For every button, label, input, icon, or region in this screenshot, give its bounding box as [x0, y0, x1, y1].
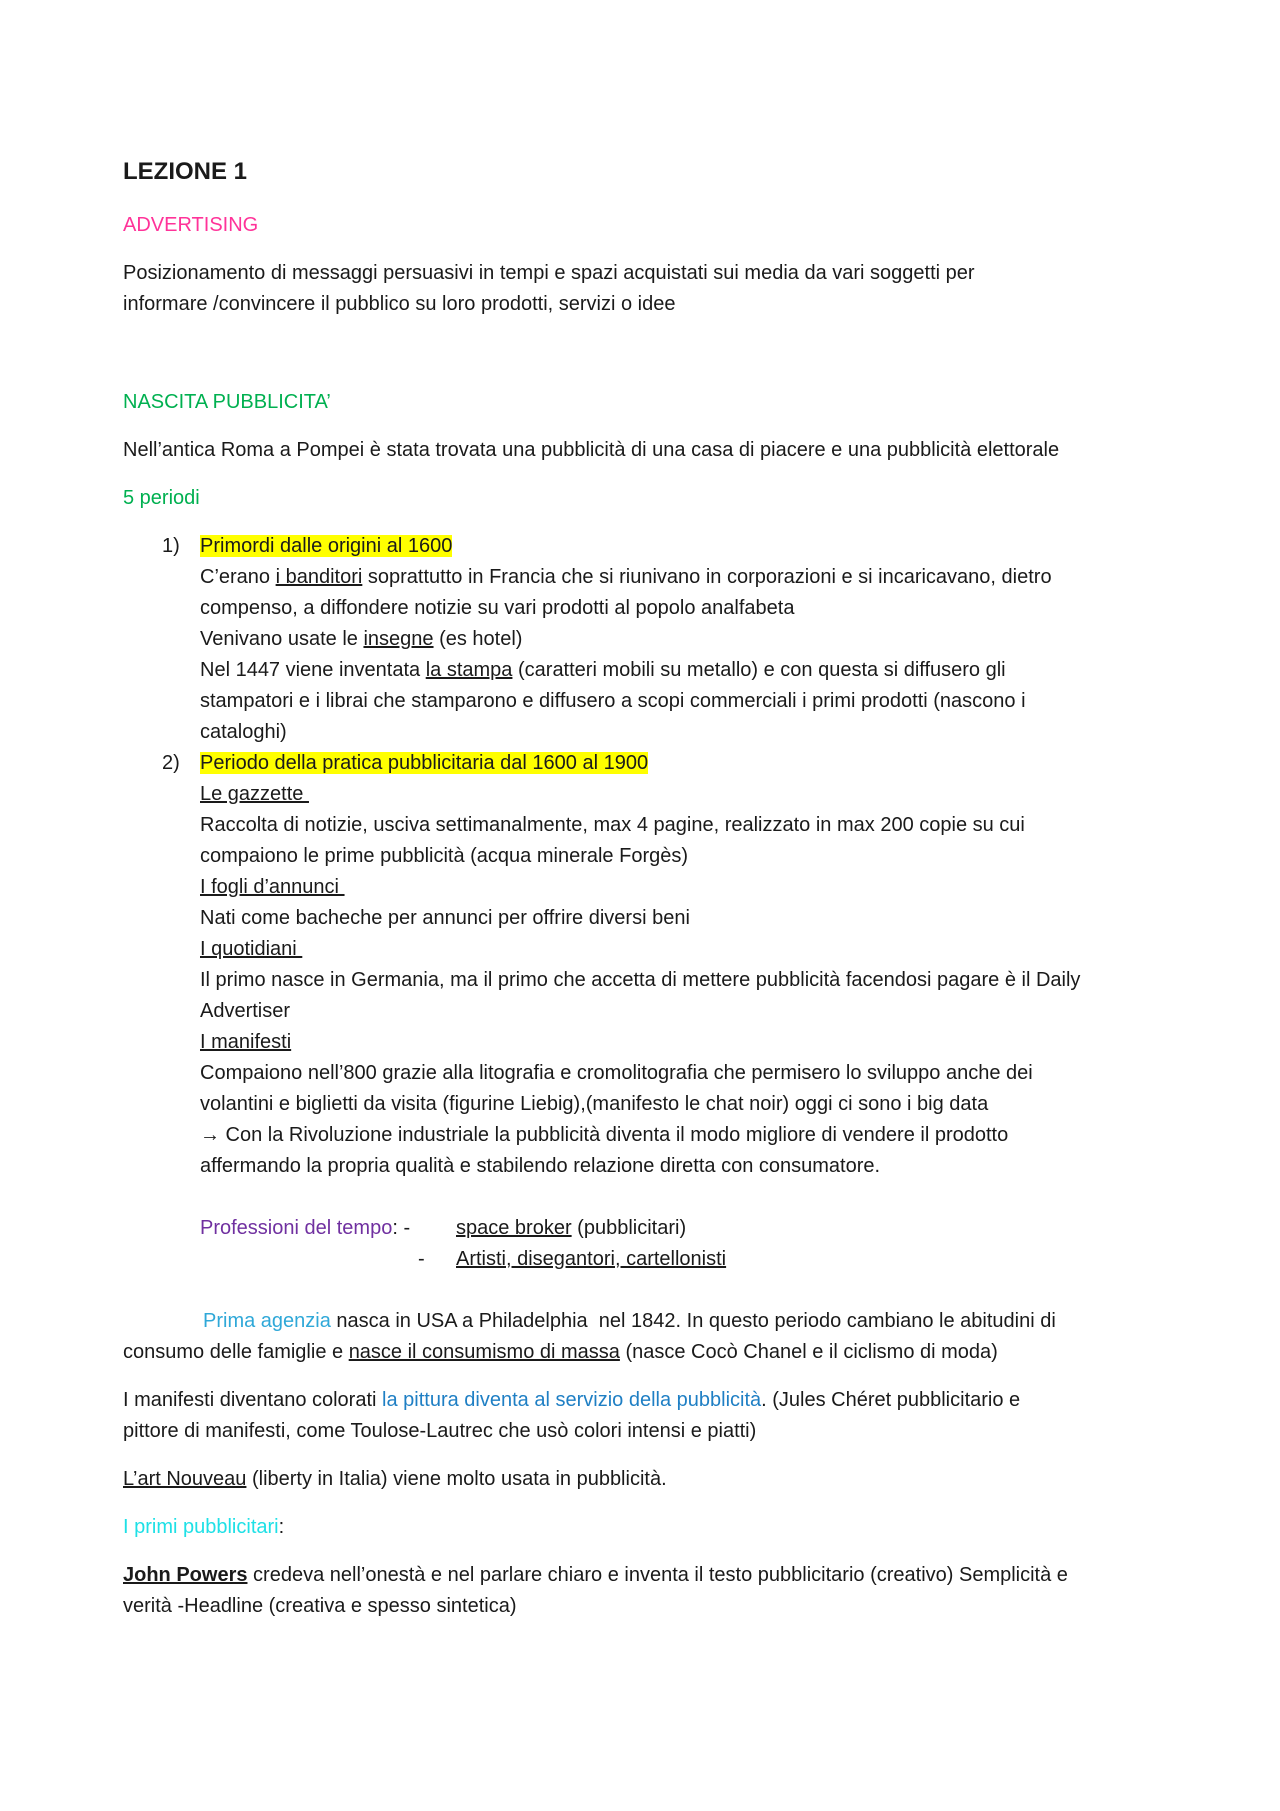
quotidiani-heading-line	[200, 934, 1180, 965]
manifesti-line-4: affermando la propria qualità e stabilendo relazione diretta con consumatore.	[200, 1155, 881, 1177]
advertising-heading: ADVERTISING	[123, 214, 259, 236]
period-1-line-3: Venivano usate le insegne (es hotel)	[200, 628, 523, 650]
period-1-line-5: stampatori e i librai che stamparono e diffusero a scopi commerciali i primi prodotti (nascono i	[200, 690, 1026, 712]
professioni-item-2: Artisti, disegantori, cartellonisti	[456, 1248, 727, 1270]
period-1-line-4: Nel 1447 viene inventata la stampa (caratteri mobili su metallo) e con questa si diffusero gli	[200, 659, 1006, 681]
fogli-heading: I fogli d’annunci	[200, 876, 345, 898]
gazzette-heading: Le gazzette	[200, 783, 309, 805]
period-1-line-1: C’erano i banditori soprattutto in Francia che si riunivano in corporazioni e si incaricavano, dietro	[200, 566, 1052, 588]
nascita-text: Nell’antica Roma a Pompei è stata trovata una pubblicità di una casa di piacere e una pubblicità elettorale	[123, 439, 1060, 461]
insegne-term: insegne	[363, 628, 434, 650]
prima-agenzia-label: Prima agenzia	[203, 1310, 331, 1332]
manifesti-heading-line	[200, 1027, 1180, 1058]
page-title: LEZIONE 1	[123, 158, 248, 185]
manifesti-line-3: → Con la Rivoluzione industriale la pubblicità diventa il modo migliore di vendere il prodotto	[200, 1124, 1009, 1146]
quotidiani-line-2: Advertiser	[200, 1000, 291, 1022]
stampa-term: la stampa	[425, 659, 513, 681]
nascita-heading: NASCITA PUBBLICITA’	[123, 391, 331, 413]
fogli-line-1: Nati come bacheche per annunci per offrire diversi beni	[200, 907, 690, 929]
professioni-label: Professioni del tempo	[200, 1217, 393, 1239]
primi-pubblicitari-heading: I primi pubblicitari:	[123, 1516, 285, 1538]
period-2-title: Periodo della pratica pubblicitaria dal 1600 al 1900	[200, 752, 649, 774]
professioni-dash-2: -	[418, 1248, 425, 1270]
period-1-line-2: compenso, a diffondere notizie su vari prodotti al popolo analfabeta	[200, 597, 795, 619]
quotidiani-line-1: Il primo nasce in Germania, ma il primo che accetta di mettere pubblicità facendosi pagare è il Daily	[200, 969, 1081, 991]
agenzia-line-2: consumo delle famiglie e nasce il consumismo di massa (nasce Cocò Chanel e il ciclismo di moda)	[123, 1341, 998, 1363]
period-1-title: Primordi dalle origini al 1600	[200, 535, 453, 557]
manifesti-line-1: Compaiono nell’800 grazie alla litografia e cromolitografia che permisero lo sviluppo anche dei	[200, 1062, 1033, 1084]
advertising-line-1: Posizionamento di messaggi persuasivi in tempi e spazi acquistati sui media da vari soggetti per	[123, 262, 975, 284]
colorati-line-1: I manifesti diventano colorati la pittura diventa al servizio della pubblicità. (Jules Chéret pubblicitario e	[123, 1389, 1021, 1411]
list-number-1: 1)	[162, 535, 180, 557]
art-nouveau-line: L’art Nouveau (liberty in Italia) viene molto usata in pubblicità.	[123, 1468, 667, 1490]
professioni-item-1: space broker (pubblicitari)	[456, 1217, 687, 1239]
fogli-heading-line	[200, 872, 1180, 903]
professioni-line-1: Professioni del tempo: -	[200, 1217, 411, 1239]
period-2-title-line	[200, 748, 1180, 779]
manifesti-line-2: volantini e biglietti da visita (figurine Liebig),(manifesto le chat noir) oggi ci sono i big data	[200, 1093, 989, 1115]
period-1-title-line	[200, 531, 1180, 562]
powers-line-1: John Powers credeva nell’onestà e nel parlare chiaro e inventa il testo pubblicitario (creativo) Semplicità e	[123, 1564, 1068, 1586]
quotidiani-heading: I quotidiani	[200, 938, 303, 960]
periodi-heading: 5 periodi	[123, 487, 200, 509]
pittura-highlight: la pittura diventa al servizio della pubblicità	[382, 1389, 762, 1411]
powers-line-2: verità -Headline (creativa e spesso sintetica)	[123, 1595, 517, 1617]
gazzette-line-1: Raccolta di notizie, usciva settimanalmente, max 4 pagine, realizzato in max 200 copie su cui	[200, 814, 1025, 836]
colorati-line-2: pittore di manifesti, come Toulose-Lautrec che usò colori intensi e piatti)	[123, 1420, 757, 1442]
john-powers-name: John Powers	[123, 1564, 248, 1586]
list-number-2: 2)	[162, 752, 180, 774]
advertising-line-2: informare /convincere il pubblico su loro prodotti, servizi o idee	[123, 293, 676, 315]
gazzette-heading-line	[200, 779, 1180, 810]
banditori-term: i banditori	[275, 566, 363, 588]
gazzette-line-2: compaiono le prime pubblicità (acqua minerale Forgès)	[200, 845, 689, 867]
agenzia-line-1: Prima agenzia nasca in USA a Philadelphia nel 1842. In questo periodo cambiano le abitudini di	[203, 1310, 1056, 1332]
period-1-line-6: cataloghi)	[200, 721, 287, 743]
manifesti-heading: I manifesti	[200, 1031, 292, 1053]
